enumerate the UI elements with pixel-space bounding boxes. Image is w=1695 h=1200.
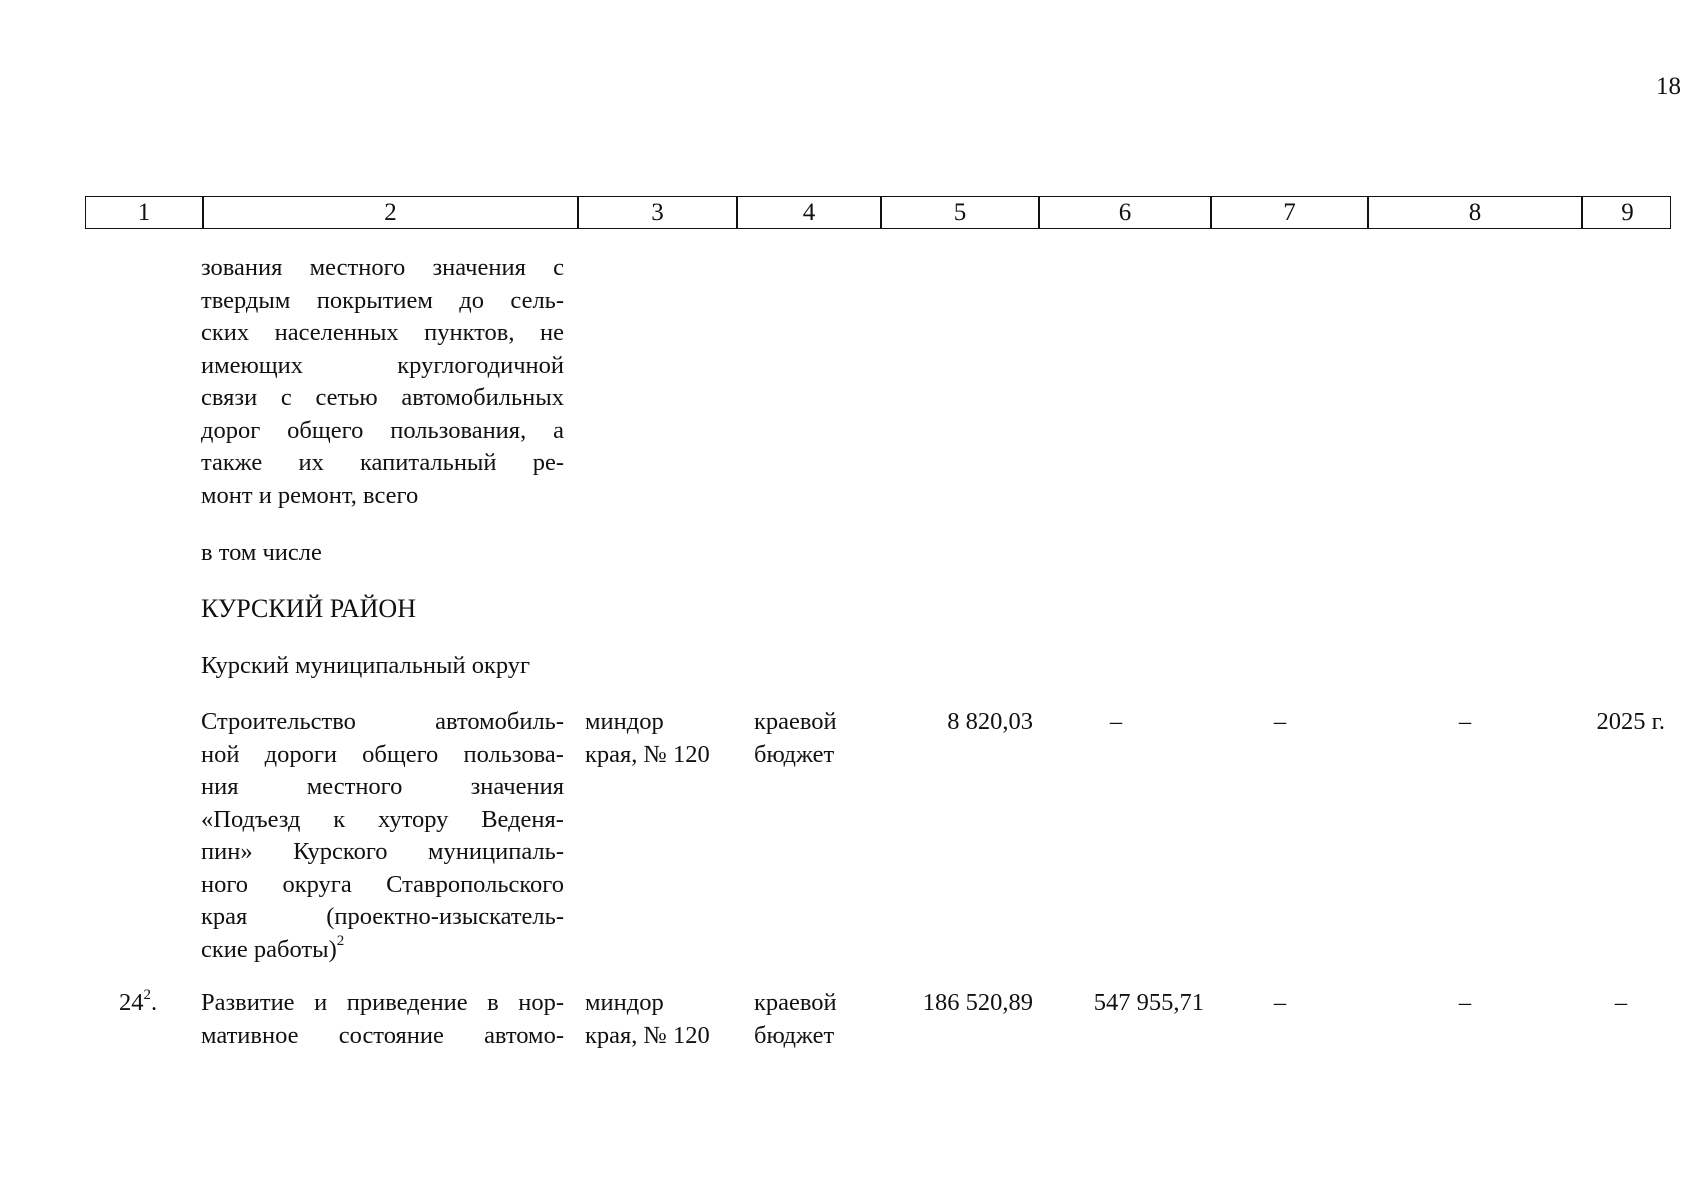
word: не — [539, 319, 564, 346]
word: в — [487, 989, 499, 1016]
word: населенных — [274, 319, 399, 346]
word: также — [201, 449, 263, 476]
word: пунктов, — [424, 319, 515, 346]
text-line: монт и ремонт, всего — [201, 481, 419, 509]
header-col-2: 2 — [384, 199, 397, 226]
word: (проектно-изыскатель- — [326, 903, 564, 930]
text-line — [201, 317, 564, 350]
text-line: бюджет — [754, 740, 835, 768]
word: имеющих — [201, 351, 304, 379]
row2-name — [201, 987, 564, 1052]
word: к — [333, 805, 346, 833]
word: связи — [201, 384, 258, 411]
row1-executor — [585, 706, 710, 771]
header-col-4: 4 — [802, 199, 816, 226]
word: края — [201, 903, 248, 930]
header-col-5: 5 — [953, 199, 967, 226]
word: муниципаль- — [428, 838, 564, 865]
word: ских — [201, 319, 250, 346]
word: автомобильных — [401, 384, 564, 411]
text-line: миндор — [585, 989, 664, 1016]
word: круглогодичной — [397, 351, 564, 379]
word: их — [298, 449, 324, 476]
table-header-row — [85, 196, 1671, 229]
word: Развитие — [201, 989, 295, 1016]
text-line: краевой — [754, 989, 837, 1016]
text-line — [201, 869, 564, 902]
row2-col8-value: – — [1458, 989, 1472, 1016]
word: а — [553, 416, 564, 444]
row1-name — [201, 706, 564, 966]
header-col-6: 6 — [1118, 199, 1132, 226]
word: капитальный — [360, 449, 497, 476]
word: автомобиль- — [435, 708, 564, 735]
row1-col5-value: 8 820,03 — [947, 708, 1033, 735]
word: ре- — [532, 449, 564, 476]
header-col-7: 7 — [1283, 199, 1296, 226]
row1-col9-value: 2025 г. — [1596, 708, 1665, 735]
text-line — [201, 285, 564, 318]
text-line — [201, 447, 564, 480]
row1-col6-value: – — [1109, 708, 1123, 735]
word: ного — [201, 870, 249, 898]
word: до — [459, 286, 485, 314]
row1-funding-source — [754, 706, 837, 771]
row2-funding-source — [754, 987, 837, 1052]
text-line — [201, 415, 564, 448]
text-line — [201, 901, 564, 934]
word: сетью — [315, 384, 378, 411]
word: и — [314, 989, 328, 1016]
word: приведение — [346, 989, 468, 1016]
municipal-district-label: Курский муниципальный округ — [201, 652, 531, 679]
text-line: краевой — [754, 708, 837, 735]
row-number: 24 — [119, 989, 144, 1016]
word: Курского — [293, 838, 388, 865]
word: общего — [362, 740, 439, 768]
word: пин» — [201, 838, 253, 865]
row2-col6-value: 547 955,71 — [1093, 989, 1204, 1016]
text-line — [201, 382, 564, 415]
text-line: миндор — [585, 708, 664, 735]
page-number: 18 — [1656, 73, 1681, 100]
word: местного — [309, 254, 406, 281]
word: твердым — [201, 286, 291, 314]
text-line-last — [201, 934, 564, 967]
text-line — [201, 771, 564, 804]
continuation-text — [201, 252, 564, 512]
word: мативное — [201, 1021, 299, 1049]
word: местного — [306, 773, 403, 800]
word: значения — [470, 773, 564, 800]
row1-col8-value: – — [1458, 708, 1472, 735]
text-line — [201, 987, 564, 1020]
word: пользования, — [390, 416, 527, 444]
row2-number — [119, 987, 157, 1020]
word: общего — [287, 416, 364, 444]
word: автомо- — [484, 1021, 564, 1049]
word: пользова- — [463, 740, 564, 768]
word: состояние — [338, 1021, 444, 1049]
row2-col9-value: – — [1614, 989, 1628, 1016]
header-col-9: 9 — [1621, 199, 1634, 226]
word: «Подъезд — [201, 805, 301, 833]
row1-col7-value: – — [1273, 708, 1287, 735]
word: дорог — [201, 416, 261, 444]
word: значения — [432, 254, 526, 281]
word: округа — [282, 870, 352, 898]
word: Ставропольского — [386, 870, 564, 898]
word: с — [553, 254, 564, 281]
text-line: края, № 120 — [585, 1021, 710, 1049]
word: нор- — [518, 989, 564, 1016]
header-col-1: 1 — [137, 199, 151, 226]
text-line — [201, 1020, 564, 1053]
word: с — [280, 384, 292, 411]
district-heading: КУРСКИЙ РАЙОН — [201, 594, 416, 623]
row2-col5-value: 186 520,89 — [922, 989, 1033, 1016]
word: ной — [201, 740, 240, 768]
text-line: края, № 120 — [585, 740, 710, 768]
row-number-suffix: . — [151, 989, 158, 1016]
in-that-number-label: в том числе — [201, 539, 322, 566]
text-line — [201, 350, 564, 383]
header-col-8: 8 — [1468, 199, 1482, 226]
text-line — [201, 252, 564, 285]
row-number-sup: 2 — [143, 986, 151, 1003]
word: Веденя- — [481, 805, 564, 833]
text-line: бюджет — [754, 1021, 835, 1049]
text-line — [201, 804, 564, 837]
word: сель- — [510, 286, 564, 314]
text-line — [201, 739, 564, 772]
row2-col7-value: – — [1273, 989, 1287, 1016]
word: дороги — [264, 740, 338, 768]
word: покрытием — [316, 286, 433, 314]
word: ния — [201, 773, 239, 800]
text-line — [201, 836, 564, 869]
word: хутору — [378, 805, 449, 833]
footnote-marker: 2 — [336, 933, 345, 950]
word: зования — [201, 254, 283, 281]
text-fragment: ские работы) — [201, 935, 337, 963]
row2-executor — [585, 987, 710, 1052]
word: Строительство — [201, 708, 356, 735]
text-line — [201, 706, 564, 739]
header-col-3: 3 — [651, 199, 664, 226]
